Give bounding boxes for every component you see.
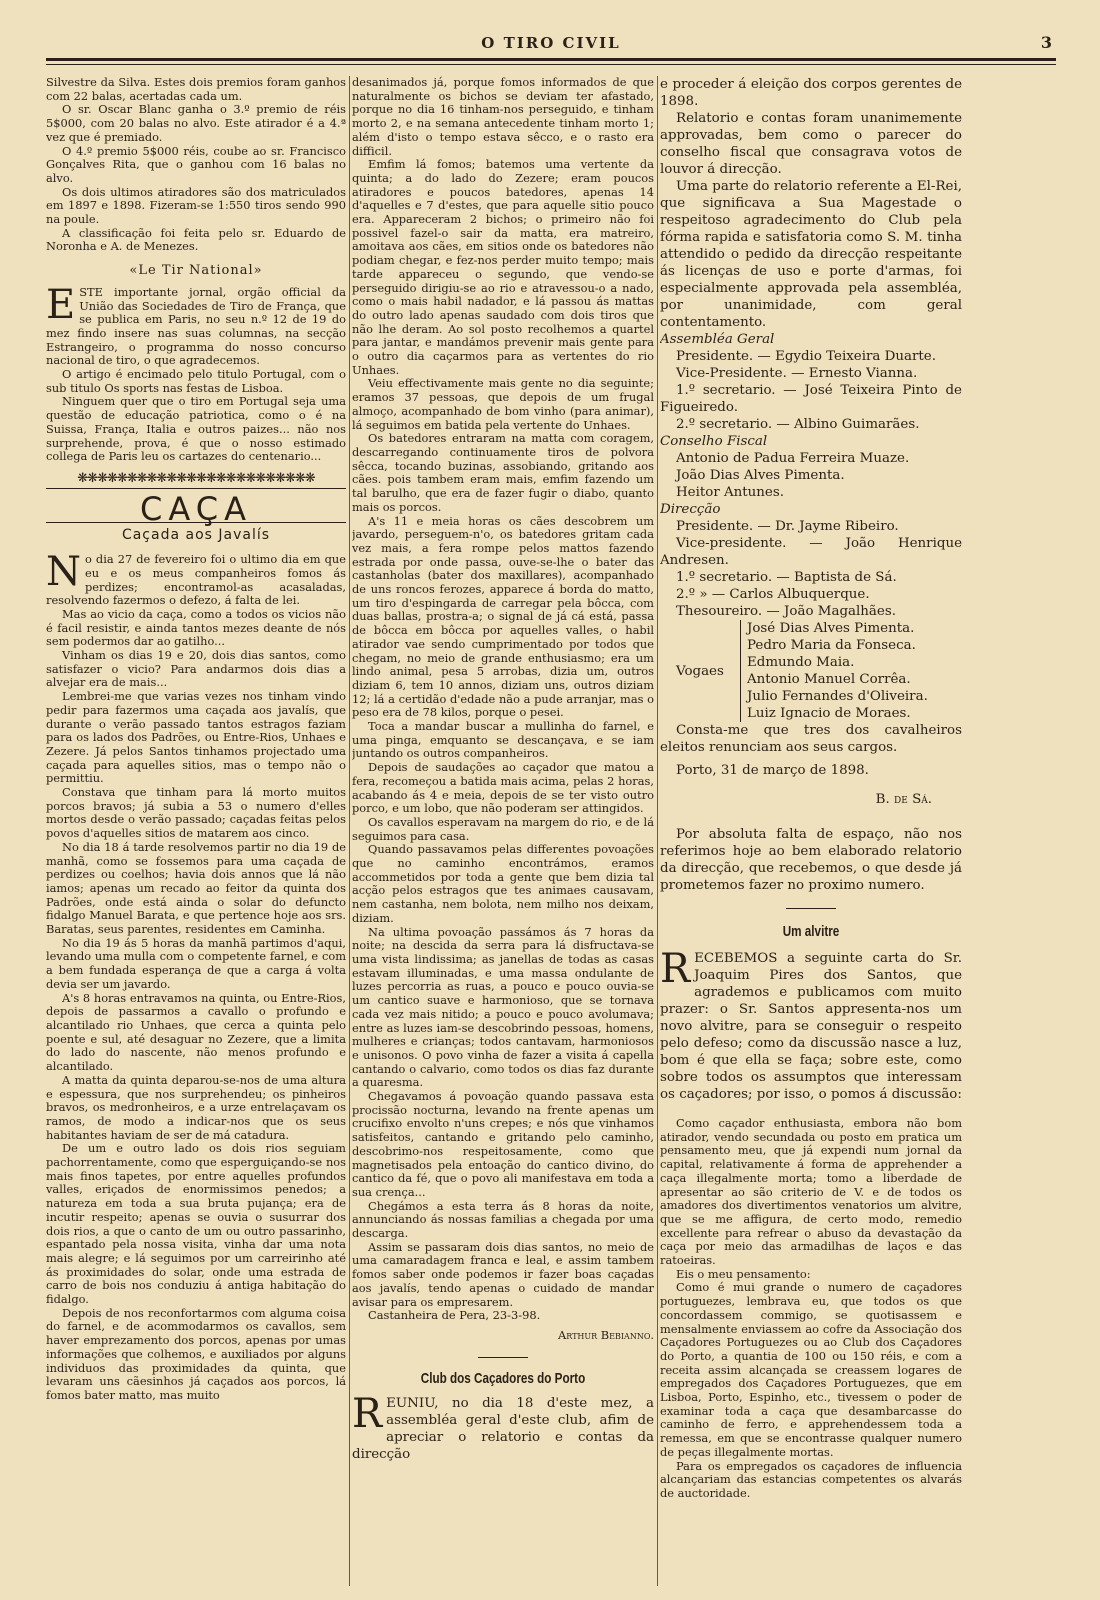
paragraph: Vinham os dias 19 e 20, dois dias santos, como satisfazer o vicio? Para andarmos dois dias a alvejar era de mais...	[46, 648, 346, 690]
drop-cap: R	[660, 946, 691, 992]
list-item: 2.º » — Carlos Albuquerque.	[676, 587, 870, 602]
paragraph: Os dois ultimos atiradores são dos matriculados em 1897 e 1898. Fizeram-se 1:550 tiros sendo 990 na poule.	[46, 184, 346, 227]
assembleia-heading: Assembléa Geral	[660, 332, 775, 347]
column-2	[352, 76, 654, 1586]
page-header	[46, 30, 1056, 52]
paragraph: O 4.º premio 5$000 réis, coube ao sr. Francisco Gonçalves Rita, que o ganhou com 16 balas no alvo.	[46, 143, 346, 185]
dateline: Porto, 31 de março de 1898.	[676, 763, 869, 778]
drop-cap: N	[46, 549, 81, 596]
paragraph: Relatorio e contas foram unanimemente approvadas, bem como o parecer do conselho fiscal que consagrava votos de louvor á direcção.	[660, 111, 962, 177]
paragraph: Chegámos a esta terra ás 8 horas da noite, annunciando ás nossas familias a chegada por uma descarga.	[352, 1198, 654, 1241]
paragraph: A matta da quinta deparou-se-nos de uma altura e espessura, que nos surprehendeu; os pinheiros bravos, os medronheiros, e a urze entrelaçavam os ramos, de modo a indicar-nos que os seus habitantes haviam de ser de má catadura.	[46, 1072, 346, 1142]
paragraph: Para os empregados os caçadores de influencia alcançariam das estancias competentes os alvarás de auctoridade.	[660, 1458, 962, 1500]
paragraph: ESTE importante jornal, orgão official da União das Sociedades de Tiro de França, que se publica em Paris, no seu n.º 12 de 19 do mez findo insere nas suas columnas, na secção Estrangeiro, o programma do nosso concurso nacional de tiro, o que agradecemos.	[46, 281, 346, 368]
paragraph: No dia 19 ás 5 horas da manhã partimos d'aqui, levando uma mulla com o competente farnel, e com a bem fundada esperança de que a carga á volta devia ser um javardo.	[46, 935, 346, 991]
column-divider	[657, 76, 658, 1586]
list-item: Vice-Presidente. — Ernesto Vianna.	[676, 366, 918, 381]
list-item: 2.º secretario. — Albino Guimarães.	[676, 417, 920, 432]
paragraph: Depois de nos reconfortarmos com alguma coisa do farnel, e de acommodarmos os cavallos, sem haver emprezamento dos porcos, apenas por umas informações que colhemos, e auxiliados por alguns individuos das proximidades da quinta, que levaram uns cãesinhos já caçados aos porcos, lá fomos bater matto, mas muito	[46, 1305, 346, 1402]
paragraph: No dia 18 á tarde resolvemos partir no dia 19 de manhã, como se fossemos para uma caçada de perdizes ou coelhos; havia dois annos que lá não iamos; apenas um recado ao feitor da quinta dos Padrões, onde está ainda o solar do defuncto fidalgo Manuel Barata, e que pertence hoje aos srs. Baratas, seus parentes, residentes em Caminha.	[46, 839, 346, 937]
list-item: Thesoureiro. — João Magalhães.	[676, 604, 896, 619]
paragraph: O sr. Oscar Blanc ganha o 3.º premio de réis 5$000, com 20 balas no alvo. Este atirador é a 4.ª vez que é premiado.	[46, 102, 346, 144]
drop-cap: E	[46, 281, 76, 328]
article-signature: B. de Sá.	[875, 792, 932, 807]
ornament-divider: ❋❋❋❋❋❋❋❋❋❋❋❋❋❋❋❋❋❋❋❋❋❋❋❋	[46, 472, 346, 489]
paragraph: Constava que tinham para lá morto muitos porcos bravos; já subia a 53 o numero d'elles mortos desde o verão passado; caçadas feitas pelos povos d'aquelles sitios de matarem aos cinco.	[46, 785, 346, 841]
page-number: 3	[1040, 33, 1052, 52]
paragraph: Os batedores entraram na matta com coragem, descarregando continuamente tiros de polvora sêcca, tocando buzinas, assobiando, gritando aos cães. pois tambem eram mais, emfim fazendo um tal barulho, que era de fazer fugir o diabo, quanto mais os porcos.	[352, 431, 654, 514]
list-item: 1.º secretario. — Baptista de Sá.	[676, 570, 897, 585]
list-item: Antonio Manuel Corrêa.	[747, 672, 911, 687]
paragraph: Mas ao vicio da caça, como a todos os vicios não é facil resistir, e ainda tantos mezes deante de nós sem podermos dar ao gatilho...	[46, 606, 346, 649]
vogaes-label: Vogaes	[676, 663, 724, 679]
list-item: Presidente. — Dr. Jayme Ribeiro.	[676, 519, 899, 534]
list-item: Heitor Antunes.	[676, 485, 784, 500]
header-rule-thin	[46, 64, 1056, 65]
paragraph: Na ultima povoação passámos ás 7 horas da noite; na descida da serra para lá disfructava-se uma vista lindissima; as janellas de todas as casas estavam illuminadas, e uma massa ondulante de luzes percorria as ruas, a pouco e pouco ouvia-se um cantico suave e harmonioso, que se tornava cada vez mais nitido; a pouco e pouco avolumava; entre as luzes iam-se descobrindo pessoas, homens, mulheres e crianças; todos cantavam, harmoniosos e unisonos. O povo vinha de fazer a visita á capella cantando o calvario, como todos os dias faz durante a quaresma.	[352, 924, 654, 1090]
header-rule-thick	[46, 58, 1056, 61]
paragraph: Chegavamos á povoação quando passava esta procissão nocturna, levando na frente apenas um crucifixo envolto n'uns crepes; e nós que vinhamos satisfeitos, cantando e gritando pelo caminho, descobrimo-nos respeitosamente, como que magnetisados pela entoação do cantico divino, do cantico da fé, que o povo ali manifestava em toda a sua crença...	[352, 1089, 654, 1199]
list-item: José Dias Alves Pimenta.	[747, 621, 915, 636]
paragraph: Como caçador enthusiasta, embora não bom atirador, vendo secundada ou posto em pratica um pensamento meu, que já expendi num jornal da capital, relativamente á forma de apprehender a caça illegalmente morta; tomo a liberdade de apresentar ao são criterio de V. e de todos os amadores dos divertimentos venatorios um alvitre, que se me affigura, de certo modo, remedio excellente para refrear o abuso da devastação da caça por meio das armadilhas de laços e das ratoeiras.	[660, 1116, 962, 1268]
short-rule	[478, 1357, 528, 1358]
paragraph: Eis o meu pensamento:	[676, 1266, 811, 1281]
list-item: Vice-presidente. — João Henrique Andresen.	[660, 536, 962, 568]
paragraph: Por absoluta falta de espaço, não nos referimos hoje ao bem elaborado relatorio da direcção, que recebemos, o que desde já prometemos fazer no proximo numero.	[660, 827, 962, 893]
paragraph: A classificação foi feita pelo sr. Eduardo de Noronha e A. de Menezes.	[46, 225, 346, 254]
list-item: Julio Fernandes d'Oliveira.	[747, 689, 928, 704]
tir-national-heading: «Le Tir National»	[129, 263, 263, 279]
letter-body	[660, 1117, 962, 1501]
paragraph: e proceder á eleição dos corpos gerentes de 1898.	[660, 77, 962, 109]
list-item: 1.º secretario. — José Teixeira Pinto de Figueiredo.	[660, 383, 962, 415]
list-item: João Dias Alves Pimenta.	[676, 468, 845, 483]
paragraph: A's 8 horas entravamos na quinta, ou Entre-Rios, depois de passarmos a cavallo o profundo e alcantilado rio Unhaes, que cerca a quinta pelo poente e sul, até desaguar no Zezere, que a limita do lado do nascente, não menos profundo e alcantilado.	[46, 990, 346, 1074]
paragraph: Ninguem quer que o tiro em Portugal seja uma questão de educação patriotica, como o é na Suissa, França, Italia e outros paizes... não nos surprehende, prova, é que o nosso estimado collega de Paris leu os cartazes do centenario...	[46, 394, 346, 464]
vogaes-block	[660, 620, 962, 722]
paragraph: Emfim lá fomos; batemos uma vertente da quinta; a do lado do Zezere; eram poucos atiradores e poucos batedores, apenas 14 d'aquelles e 7 d'estes, que para aquelle sitio pouco era. Appareceram 2 bichos; o primeiro não foi possivel fazel-o sair da matta, era matreiro, amoitava aos cães, em sitios onde os batedores não podiam chegar, e fez-nos perder muito tempo; mais tarde appareceu o segundo, que vendo-se perseguido dirigiu-se ao rio e atravessou-o a nado, como o mais habil nadador, e lá passou ás mattas do outro lado apenas saudado com dois tiros que não lhe deram. Ao sol posto recolhemos a quartel para jantar, e mandámos prevenir mais gente para o outro dia caçarmos para as vertentes do rio Unhaes.	[352, 157, 654, 377]
paragraph: desanimados já, porque fomos informados de que naturalmente os bichos se deviam ter afastado, porque no dia 16 tinham-nos perseguido, e tinham morto 2, e na semana antecedente tinham morto 1; além d'isto o tempo estava sêcco, e o rasto era difficil.	[352, 76, 654, 158]
paragraph: Assim se passaram dois dias santos, no meio de uma camaradagem franca e leal, e assim tambem fomos saber onde podemos ir fazer boas caçadas aos javalís, tendo apenas o cuidado de mandar avisar para os empresarem.	[352, 1239, 654, 1309]
direccao-heading: Direcção	[660, 502, 721, 517]
column-3	[660, 76, 962, 1586]
newspaper-title: O TIRO CIVIL	[481, 34, 621, 52]
list-item: Pedro Maria da Fonseca.	[747, 638, 916, 653]
paragraph: Uma parte do relatorio referente a El-Rei, que significava a Sua Magestade o respeitoso agradecimento do Club pela fórma rapida e satisfatoria como S. M. tinha attendido o pedido da direcção respeitante ás licenças de uso e porte d'armas, foi especialmente approvada pela assembléa, por unanimidade, com geral contentamento.	[660, 179, 962, 330]
paragraph: Lembrei-me que varias vezes nos tinham vindo pedir para fazermos uma caçada aos javalís, que durante o verão passado tantos estragos faziam para os lados dos Padrões, ou Entre-Rios, Unhaes e Zezere. Já pelos Santos tinhamos projectado uma caçada para aquelles sitios, mas o tempo não o permittiu.	[46, 689, 346, 786]
club-heading: Club dos Caçadores do Porto	[420, 1369, 586, 1387]
paragraph: De um e outro lado os dois rios seguiam pachorrentamente, como que esperguiçando-se nos mais finos tapetes, por entre aquelles profundos valles, eriçados de enormissimos penedos; a natureza em toda a sua bruta pujança; era de incutir respeito; apenas se ouvia o susurrar dos dois rios, a que o canto de um ou outro passarinho, espantado pela nossa visita, vinha dar uma nota mais alegre; e lá seguimos por um carreirinho até ás proximidades do solar, onde uma estrada de carro de bois nos conduziu á antiga habitação do fidalgo.	[46, 1141, 346, 1307]
paragraph: Como é mui grande o numero de caçadores portuguezes, lembrava eu, que todos os que concordassem commigo, se quotisassem e mensalmente enviassem ao cofre da Associação dos Caçadores Portuguezes ou ao Club dos Caçadores do Porto, a quantia de 100 ou 150 réis, e com a receita assim alcançada se creassem logares de empregados dos Caçadores Portuguezes, que em Lisboa, Porto, Espinho, etc., tivessem o poder de examinar toda a caça que desambarcasse do caminho de ferro, e apprehendessem toda a remessa, em que se encontrasse qualquer numero de peças illegalmente mortas.	[660, 1280, 962, 1459]
column-divider	[349, 76, 350, 1586]
paragraph: RECEBEMOS a seguinte carta do Sr. Joaquim Pires dos Santos, que agrademos e publicamos com muito prazer: o Sr. Santos appresenta-nos um novo alvitre, para se conseguir o respeito pelo defeso; como da discussão nasce a luz, bom é que ella se faça; sobre este, como sobre todos os assumptos que interessam os caçadores; por isso, o pomos á discussão:	[660, 946, 962, 1102]
paragraph: Silvestre da Silva. Estes dois premios foram ganhos com 22 balas, acertadas cada um.	[46, 76, 346, 103]
alvitre-heading: Um alvitre	[782, 923, 840, 940]
paragraph: Castanheira de Pera, 23-3-98.	[368, 1308, 541, 1323]
paragraph: Veiu effectivamente mais gente no dia seguinte; eramos 37 pessoas, que depois de um frugal almoço, acompanhado de bom vinho (para animar), lá seguimos em batida pela vertente do Unhaes.	[352, 376, 654, 432]
paragraph: No dia 27 de fevereiro foi o ultimo dia em que eu e os meus companheiros fomos ás perdizes; encontramol-as acasaladas, resolvendo fazermos o defezo, á falta de lei.	[46, 549, 346, 608]
paragraph: Toca a mandar buscar a mullinha do farnel, e uma pinga, emquanto se descançava, e se iam juntando os outros companheiros.	[352, 719, 654, 761]
list-item: Antonio de Padua Ferreira Muaze.	[676, 451, 910, 466]
conselho-heading: Conselho Fiscal	[660, 434, 768, 449]
article-title: Caçada aos Javalís	[121, 527, 271, 544]
paragraph: Quando passavamos pelas differentes povoações que no caminho encontrámos, eramos accommetidos por toda a gente que bem dizia tal acção pelos estragos que tes animaes causavam, nem castanha, nem bolota, nem milho nos deixam, diziam.	[352, 842, 654, 925]
short-rule	[786, 908, 836, 909]
list-item: Luiz Ignacio de Moraes.	[747, 706, 911, 721]
list-item: Edmundo Maia.	[747, 655, 855, 670]
list-item: Presidente. — Egydio Teixeira Duarte.	[676, 349, 936, 364]
column-1	[46, 76, 346, 1586]
paragraph: Os cavallos esperavam na margem do rio, e de lá seguimos para casa.	[352, 814, 654, 843]
article-signature: Arthur Bebianno.	[557, 1327, 654, 1342]
paragraph: A's 11 e meia horas os cães descobrem um javardo, perseguem-n'o, os batedores gritam cada vez mais, a fera rompe pelos mattos fazendo estrada por onde passa, ouve-se-lhe o bater das castanholas (bater dos maxillares), acompanhado de uns roncos ferozes, apparece á borda do matto, um tiro d'espingarda de carregar pela bôcca, com duas ballas, prostra-a; o signal de já cá está, passa de bôcca em bôcca por aquelles valles, o habil atirador vae sendo cumprimentado por todos que chegam, no meio de grande enthusiasmo; era um lindo animal, pesa 5 arrobas, dizia um, outros diziam 6, tem 10 annos, diziam uns, outros diziam 12; lá a certidão d'edade não a pude arranjar, mas o peso era de 78 kilos, porque o pesei.	[352, 513, 654, 720]
vogaes-list	[740, 620, 928, 722]
paragraph: Depois de saudações ao caçador que matou a fera, recomeçou a batida mais acima, pelas 2 horas, acabando ás 4 e meia, depois de se ter visto outro porco, e um lobo, que não poderam ser attingidos.	[352, 760, 654, 816]
paragraph: Consta-me que tres dos cavalheiros eleitos renunciam aos seus cargos.	[660, 723, 962, 755]
section-title: CAÇA	[140, 489, 252, 528]
paragraph: O artigo é encimado pelo titulo Portugal, com o sub titulo Os sports nas festas de Lisboa.	[46, 367, 346, 395]
paragraph: REUNIU, no dia 18 d'este mez, a assembléa geral d'este club, afim de apreciar o relatorio e contas da direcção	[352, 1391, 654, 1463]
drop-cap: R	[352, 1391, 383, 1438]
